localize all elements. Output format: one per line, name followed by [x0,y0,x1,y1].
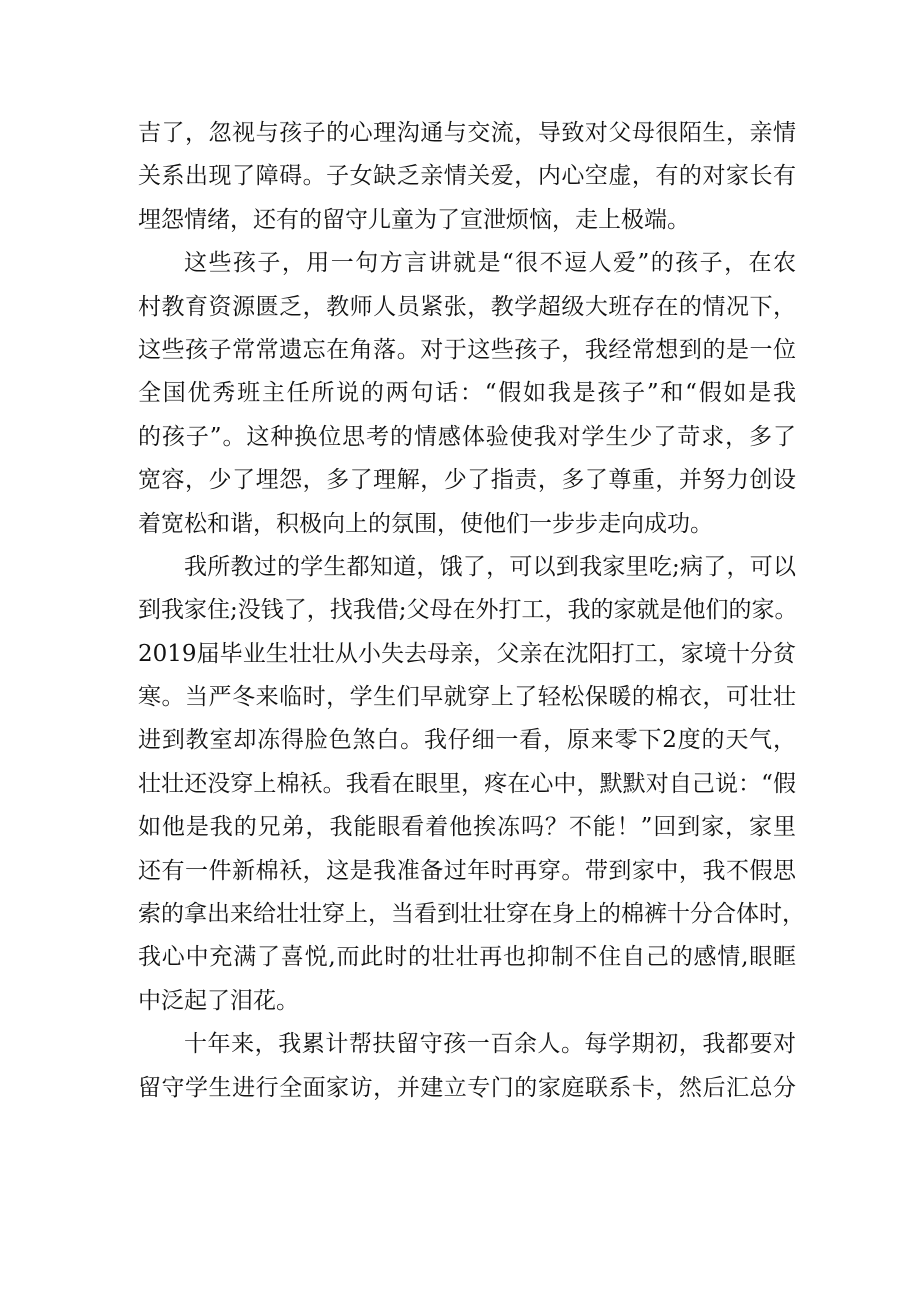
text-line: 吉了，忽视与孩子的心理沟通与交流，导致对父母很陌生，亲情 [138,120,796,146]
text-line: 全国优秀班主任所说的两句话：“假如我是孩子”和“假如是我 [138,380,796,407]
text-line: 我心中充满了喜悦,而此时的壮壮再也抑制不住自己的感情,眼眶 [138,944,796,971]
text-line: 到我家住;没钱了，找我借;父母在外打工，我的家就是他们的家。 [138,597,798,624]
paragraph-first-line: 这些孩子，用一句方言讲就是“很不逗人爱”的孩子，在农 [184,250,796,277]
text-line: 2019届毕业生壮壮从小失去母亲，父亲在沈阳打工，家境十分贫 [138,640,796,667]
text-line: 中泛起了泪花。 [138,987,299,1014]
text-line: 这些孩子常常遗忘在角落。对于这些孩子，我经常想到的是一位 [138,336,796,363]
text-line: 壮壮还没穿上棉袄。我看在眼里，疼在心中，默默对自己说：“假 [138,770,796,797]
text-line: 宽容，少了埋怨，多了理解，少了指责，多了尊重，并努力创设 [138,467,796,494]
text-line: 索的拿出来给壮壮穿上，当看到壮壮穿在身上的棉裤十分合体时， [138,901,805,928]
text-line: 村教育资源匮乏，教师人员紧张，教学超级大班存在的情况下， [138,293,796,320]
text-line: 埋怨情绪，还有的留守儿童为了宣泄烦恼，走上极端。 [138,206,690,233]
text-line: 留守学生进行全面家访，并建立专门的家庭联系卡，然后汇总分 [138,1074,796,1101]
text-line: 关系出现了障碍。子女缺乏亲情关爱，内心空虚，有的对家长有 [138,163,796,190]
text-line: 还有一件新棉袄，这是我准备过年时再穿。带到家中，我不假思 [138,857,796,884]
text-line: 的孩子”。这种换位思考的情感体验使我对学生少了苛求，多了 [138,423,796,450]
text-line: 寒。当严冬来临时，学生们早就穿上了轻松保暖的棉衣，可壮壮 [138,684,796,711]
text-line: 着宽松和谐，积极向上的氛围，使他们一步步走向成功。 [138,510,713,537]
paragraph-first-line: 我所教过的学生都知道，饿了，可以到我家里吃;病了，可以 [184,553,796,580]
document-body [138,112,805,1110]
paragraph-first-line: 十年来，我累计帮扶留守孩一百余人。每学期初，我都要对 [184,1031,796,1058]
text-line: 进到教室却冻得脸色煞白。我仔细一看，原来零下2度的天气， [138,727,796,754]
text-line: 如他是我的兄弟，我能眼看着他挨冻吗？不能！”回到家，家里 [138,814,796,841]
